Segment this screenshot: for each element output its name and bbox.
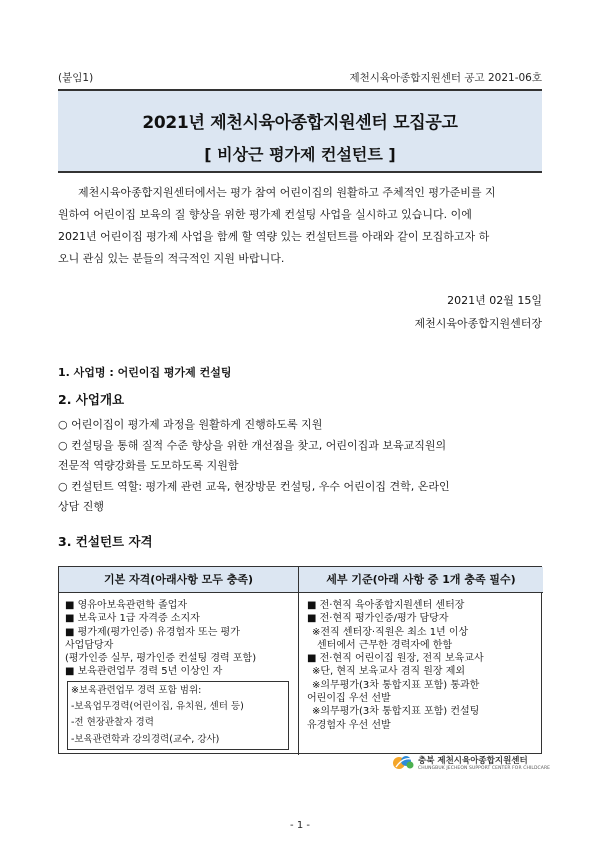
detail-item: ■ 전·현직 어린이집 원장, 전직 보육교사 bbox=[307, 653, 484, 665]
detail-item: ■ 전·현직 평가인증/평가 담당자 bbox=[307, 613, 449, 625]
basic-item: ■ 보육관련업무 경력 5년 이상인 자 bbox=[65, 666, 223, 678]
intro-line: 2021년 어린이집 평가제 사업을 함께 할 역량 있는 컨설턴트를 아래와 같이 모집하고자 하 bbox=[58, 230, 490, 243]
detail-item: ※전직 센터장·직원은 최소 1년 이상 bbox=[312, 626, 469, 638]
career-scope-box bbox=[67, 681, 289, 750]
attachment-label: (붙임1) bbox=[58, 72, 94, 84]
detail-item: 센터에서 근무한 경력자에 한함 bbox=[317, 639, 453, 651]
section-1-heading: 1. 사업명 : 어린이집 평가제 컨설팅 bbox=[58, 366, 232, 379]
page-subtitle: [ 비상근 평가제 컨설턴트 ] bbox=[204, 145, 396, 164]
logo-subtitle: CHUNGBUK JECHEON SUPPORT CENTER FOR CHILDCARE bbox=[418, 765, 551, 771]
scope-item: -보육관련학과 강의경력(교수, 강사) bbox=[71, 733, 220, 745]
intro-line: 오니 관심 있는 분들의 적극적인 지원 바랍니다. bbox=[58, 252, 285, 265]
basic-item: ■ 영유아보육관련학 졸업자 bbox=[65, 600, 188, 611]
detail-criteria-cell bbox=[299, 593, 543, 755]
issuer-name: 제천시육아종합지원센터장 bbox=[414, 317, 542, 330]
table-header-detail: 세부 기준(아래 사항 중 1개 충족 필수) bbox=[299, 567, 543, 593]
overview-line: ○ 컨설팅을 통해 질적 수준 향상을 위한 개선점을 찾고, 어린이집과 보육교직원의 bbox=[58, 438, 447, 452]
detail-item: 어린이집 우선 선발 bbox=[307, 693, 391, 705]
overview-line: ○ 컨설턴트 역할: 평가제 관련 교육, 현장방문 컨설팅, 우수 어린이집 견학, 온라인 bbox=[58, 479, 450, 493]
detail-item: ※의무평가(3차 통합지표 포함) 컨설팅 bbox=[312, 706, 480, 718]
basic-item: 사업담당자 bbox=[65, 639, 114, 651]
overview-line: 전문적 역량강화를 도모하도록 지원함 bbox=[58, 459, 239, 472]
detail-item: ※의무평가(3차 통합지표 포함) 통과한 bbox=[312, 679, 480, 691]
basic-item: ■ 평가제(평가인증) 유경험자 또는 평가 bbox=[65, 626, 240, 638]
intro-line: 제천시육아종합지원센터에서는 평가 참여 어린이집의 원활하고 주체적인 평가준비를 지 bbox=[78, 186, 496, 199]
basic-item: (평가인증 실무, 평가인증 컨설팅 경력 포함) bbox=[65, 653, 257, 665]
section-3-heading: 3. 컨설턴트 자격 bbox=[58, 534, 153, 549]
detail-item: ■ 전·현직 육아종합지원센터 센터장 bbox=[307, 600, 465, 611]
detail-item: 유경험자 우선 선발 bbox=[307, 719, 391, 731]
page-title: 2021년 제천시육아종합지원센터 모집공고 bbox=[142, 113, 458, 133]
basic-item: ■ 보육교사 1급 자격증 소지자 bbox=[65, 613, 200, 625]
signoff-block bbox=[414, 289, 542, 335]
table-header-basic: 기본 자격(아래사항 모두 충족) bbox=[59, 567, 299, 593]
notice-date: 2021년 02월 15일 bbox=[447, 294, 542, 307]
scope-item: -보육업무경력(어린이집, 유치원, 센터 등) bbox=[71, 701, 244, 713]
page-number: - 1 - bbox=[290, 820, 310, 831]
center-logo-icon bbox=[392, 753, 414, 771]
center-logo bbox=[392, 753, 550, 771]
title-box bbox=[58, 89, 542, 173]
scope-item: -전 현장관찰자 경력 bbox=[71, 717, 154, 729]
section-2-heading: 2. 사업개요 bbox=[58, 392, 125, 407]
header-row bbox=[58, 70, 542, 85]
qualification-table bbox=[58, 566, 542, 754]
intro-line: 원하여 어린이집 보육의 질 향상을 위한 평가제 컨설팅 사업을 실시하고 있습니다. 이에 bbox=[58, 208, 472, 221]
overview-list bbox=[58, 415, 542, 518]
basic-qualification-cell bbox=[59, 593, 299, 755]
overview-line: 상담 진행 bbox=[58, 500, 105, 513]
detail-item: ※단, 현직 보육교사 겸직 원장 제외 bbox=[312, 666, 466, 678]
logo-title: 충북 제천시육아종합지원센터 bbox=[418, 755, 528, 766]
intro-paragraph bbox=[58, 182, 542, 270]
notice-number: 제천시육아종합지원센터 공고 2021-06호 bbox=[349, 72, 542, 84]
scope-item: ※보육관련업무 경력 포함 범위: bbox=[71, 684, 202, 696]
overview-line: ○ 어린이집이 평가제 과정을 원활하게 진행하도록 지원 bbox=[58, 418, 323, 431]
